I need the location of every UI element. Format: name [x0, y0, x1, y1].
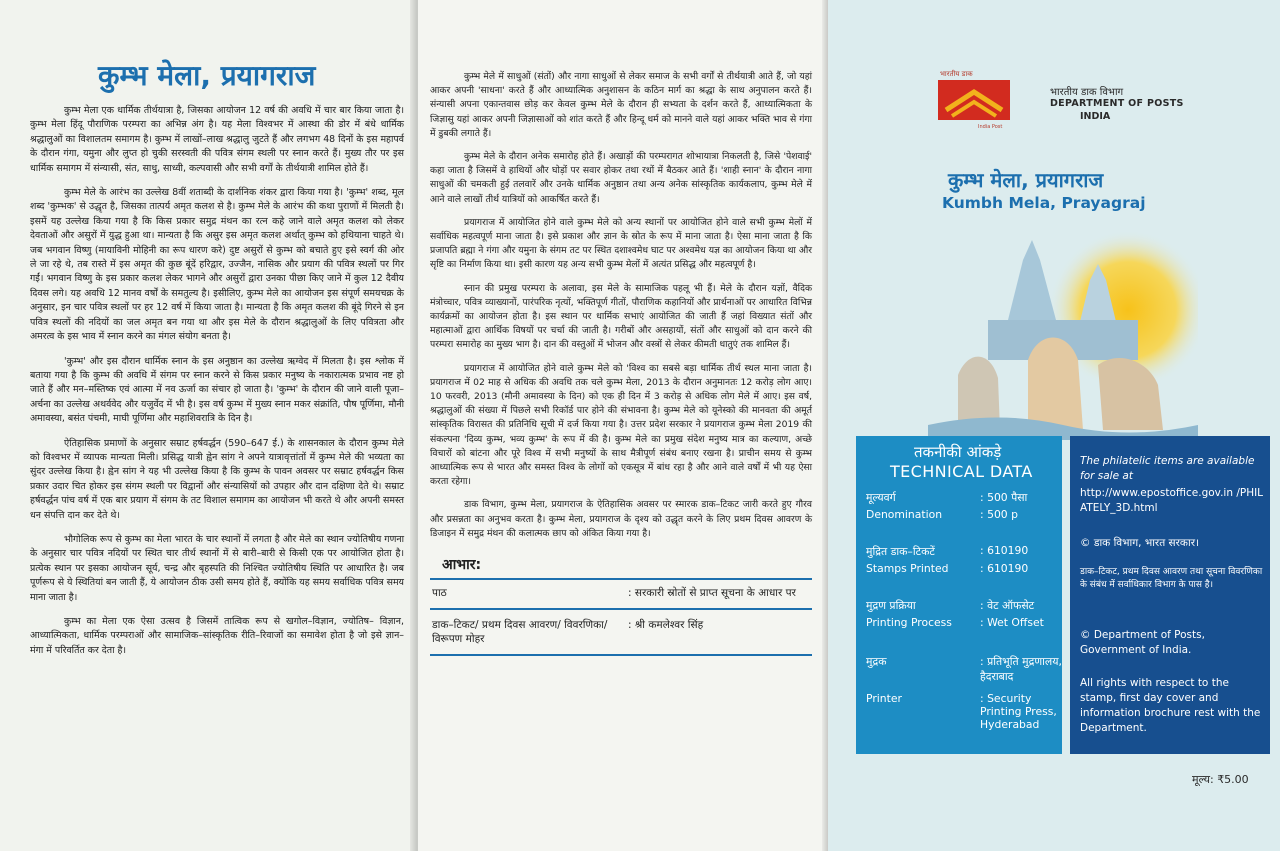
logo-caption: भारतीय डाक — [940, 70, 973, 78]
rights-english: All rights with respect to the stamp, first day cover and information brochure rest with the Department. — [1080, 677, 1261, 734]
tech-label: Denomination — [866, 508, 943, 521]
department-english: DEPARTMENT OF POSTS — [1050, 98, 1184, 109]
ack-value: : श्री कमलेश्वर सिंह — [628, 619, 704, 632]
middle-paragraph-4: स्नान की प्रमुख परम्परा के अलावा, इस मेले के सामाजिक पहलू भी हैं। मेले के दौरान यज्ञों, वैदिक मंत्रोच्चार, पवित्र व्याख्यानों, पारंपरिक नृत्यों, भक्तिपूर्ण गीतों, पौराणिक कहानियों और प्रार्थनाओं पर आधारित विभिन्न कार्यक्रमों का आयोजन होता है। इस स्थान पर धार्मिक सभाएं आयोजित की जाती हैं जहां विख्यात संतों और महात्माओं द्वारा आर्थिक विषयों पर चर्चा की जाती है। गरीबों और असहायों, संतों और साधुओं को दान करने की परम्परा समारोह का मुख्य भाग है। दान की वस्तुओं में भोजन और वस्त्रों से लेकर कीमती धातुएं तक शामिल हैं। — [430, 282, 812, 351]
technical-data-box — [856, 436, 1062, 754]
acknowledgement-row — [430, 618, 812, 646]
rights-hindi: डाक–टिकट, प्रथम दिवस आवरण तथा सूचना विवरणिका के संबंध में सर्वाधिकार विभाग के पास है। — [1080, 567, 1263, 590]
tech-label: Printer — [866, 692, 902, 705]
ack-label: डाक–टिकट/ प्रथम दिवस आवरण/ विवरणिका/ विरूपण मोहर — [432, 619, 608, 646]
divider — [430, 578, 812, 580]
acknowledgement-heading: आभार: — [442, 557, 482, 574]
department-country: INDIA — [1080, 111, 1111, 122]
left-paragraph-2: कुम्भ मेले के आरंभ का उल्लेख 8वीं शताब्दी के दार्शनिक शंकर द्वारा किया गया है। 'कुम्भ' शब्द, मूल शब्द 'कुम्भक' से उद्धृत है, जिसका तात्पर्य अमृत कलश से है। कुम्भ मेले के आरंभ की कथा पुराणों में मिलती है। इसमें यह उल्लेख किया गया है कि किस प्रकार समुद्र मंथन का रत्न कहे जाने वाले अमृत कलश को लेकर देवताओं और असुरों में युद्ध हुआ था। मान्यता है कि असुर इस अमृत कलश अर्थात् कुम्भ को हथियाना चाहते थे। जब भगवान विष्णु (मायाविनी मोहिनी का रूप धारण करे) दुष्ट असुरों से कुम्भ को बचाते हुए इसे स्वर्ग की ओर ले जा रहे थे, तब रास्ते में इस अमृत की कुछ बूंदें हरिद्वार, उज्जैन, नासिक और प्रयाग की पवित्र स्थलों पर गिर गईं। भगवान विष्णु के इस प्रकार कलश लेकर भागने और असुरों द्वारा उनका पीछा किए जाने में कुल 12 दैवीय दिवस लगे। यह अवधि 12 मानव वर्षों के समतुल्य है। इसीलिए, कुम्भ मेले का आयोजन इस संपूर्ण समयचक्र के अनुसार, इन चार पवित्र स्थलों पर हर 12 वर्ष में किया जाता है। मान्यता है कि अमृत कलश की बूंदे गिरने से इन पवित्र स्थलों की नदियों का जल अमृत बन गया था और इस मेले के दौरान श्रद्धालुओं के लिए पवित्रता और अमरत्व के इस भाव में स्नान करने का मंगल संयोग बनता है। — [30, 187, 404, 343]
price-label: मूल्य: ₹5.00 — [1192, 773, 1249, 786]
ack-label: पाठ — [432, 587, 447, 600]
philatelic-sale-box — [1070, 436, 1270, 754]
copyright-hindi: © डाक विभाग, भारत सरकार। — [1080, 537, 1199, 549]
copyright-english: © Department of Posts, Government of India. — [1080, 629, 1205, 656]
tech-value: : 610190 — [980, 544, 1029, 557]
tech-value: : Security Printing Press, Hyderabad — [980, 692, 1057, 731]
left-page — [0, 0, 418, 851]
middle-paragraph-2: कुम्भ मेले के दौरान अनेक समारोह होते हैं। अखाड़ों की परम्परागत शोभायात्रा निकलती है, जिसे 'पेशवाई' कहा जाता है जिसमें वे हाथियों और घोड़ों पर सवार होकर तथा रथों में बैठकर आते हैं। 'शाही स्नान' के दौरान नागा साधुओं की चमकती हुई तलवारें और उनके धार्मिक अनुष्ठान तथा अन्य अनेक सांस्कृतिक कार्यकलाप, कुम्भ मेले में आने वाले लाखों तीर्थ यात्रियों को आकर्षित करते हैं। — [430, 151, 812, 205]
divider — [430, 654, 812, 656]
middle-page — [418, 0, 828, 851]
divider — [430, 608, 812, 610]
kumbh-illustration — [928, 200, 1198, 440]
tech-label: Stamps Printed — [866, 562, 949, 575]
left-paragraph-4: ऐतिहासिक प्रमाणों के अनुसार सम्राट हर्षवर्द्धन (590–647 ई.) के शासनकाल के दौरान कुम्भ मेले को विश्वभर में व्यापक मान्यता मिली। प्रसिद्ध यात्री ह्वेन सांग ने अपने यात्रावृत्तांतों में कुम्भ मेले की भव्यता का सुंदर उल्लेख किया है। ह्वेन सांग ने यह भी उल्लेख किया है कि कुम्भ के पावन अवसर पर सम्राट हर्षवर्द्धन किस प्रकार उदार चित होकर इस संगम स्थली पर विद्वानों और संन्यासियों को उपहार और दान दक्षिणा देते थे। सम्राट हर्षवर्द्धन पांच वर्ष में एक बार प्रयाग में संगम के तट विशाल समागम का आयोजन भी करते थे और अपनी समस्त धन संपत्ति दान कर देते थे। — [30, 437, 404, 521]
middle-paragraph-3: प्रयागराज में आयोजित होने वाले कुम्भ मेले को अन्य स्थानों पर आयोजित होने वाले सभी कुम्भ मेलों में सर्वाधिक महत्वपूर्ण माना जाता है। इसे प्रकाश और ज्ञान के स्रोत के रूप में माना जाता है। ऐसा माना जाता है कि प्रजापति ब्रह्मा ने गंगा और यमुना के संगम तट पर स्थित दशाश्वमेध घाट पर अश्वमेध यज्ञ का आयोजन किया था और सृष्टि का निर्माण किया था। इसी कारण यह अन्य सभी कुम्भ मेलों में अत्यंत प्रसिद्ध और महत्वपूर्ण है। — [430, 216, 812, 271]
middle-paragraph-5: प्रयागराज में आयोजित होने वाले कुम्भ मेले को 'विश्व का सबसे बड़ा धार्मिक तीर्थ स्थल माना जाता है। प्रयागराज में 02 माह से अधिक की अवधि तक चले कुम्भ मेला, 2013 के दौरान अनुमानतः 12 करोड़ लोग आए। 10 फरवरी, 2013 (मौनी अमावस्या के दिन) को एक ही दिन में 3 करोड़ से अधिक लोग मेले में आए। इस वर्ष, श्रद्धालुओं की संख्या में पिछले सभी रिकॉर्ड पार होने की संभावना है। कुम्भ मेले को यूनेस्को की मानवता की अमूर्त सांस्कृतिक विरासत की प्रतिनिधि सूची में दर्ज किया गया है। उत्तर प्रदेश सरकार ने प्रयागराज कुम्भ मेला 2019 की संकल्पना 'दिव्य कुम्भ, भव्य कुम्भ' के रूप में की है। कुम्भ मेले का प्रमुख संदेश मनुष्य मात्र का कल्याण, अच्छे विचारों को बांटना और पूरे विश्व में सभी मनुष्यों के साथ मैत्रीपूर्ण संबंध बनाए रखना है। प्राचीन समय से कुम्भ आध्यात्मिक रूप से भारत और समस्त विश्व के लोगों को एकसूत्र में बांध रहा है और आने वाले वर्षों में भी यह ऐसा करता रहेगा। — [430, 362, 812, 488]
left-paragraph-6: कुम्भ का मेला एक ऐसा उत्सव है जिसमें तात्विक रूप से खगोल–विज्ञान, ज्योतिष– विज्ञान, आध्यात्मिकता, धार्मिक परम्पराओं और सामाजिक–सांस्कृतिक रीति–रिवाजों का समावेश होता है जो इसे ज्ञान–मंगा में परिवर्तित कर देता है। — [30, 616, 404, 656]
tech-value: : Wet Offset — [980, 616, 1044, 629]
acknowledgement-row — [430, 586, 812, 600]
ack-value: : सरकारी स्रोतों से प्राप्त सूचना के आधार पर — [628, 587, 796, 600]
sale-url[interactable]: http://www.epostoffice.gov.in /PHILATELY_3D.html — [1080, 487, 1264, 514]
cover-title-english: Kumbh Mela, Prayagraj — [942, 194, 1146, 212]
tech-value: : 610190 — [980, 562, 1029, 575]
tech-label: मुद्रण प्रक्रिया — [866, 599, 916, 612]
technical-heading-english: TECHNICAL DATA — [890, 462, 1033, 481]
tech-value: : प्रतिभूति मुद्रणालय, हैदराबाद — [980, 655, 1062, 683]
technical-heading-hindi: तकनीकी आंकड़े — [914, 443, 1002, 461]
left-paragraph-5: भौगोलिक रूप से कुम्भ का मेला भारत के चार स्थानों में लगता है और मेले का स्थान ज्योतिषीय गणना के अनुसार चार पवित्र नदियों पर स्थित चार तीर्थ स्थानों में से बारी–बारी से किसी एक पर आयोजित होता है। प्रत्येक स्थान पर इसका आयोजन सूर्य, चन्द्र और बृहस्पति की निश्चित ज्योतिषीय स्थिति पर आधारित है। जब पूर्णरूप से ये स्थितियां बन जाती हैं, ये आयोजन ठीक उसी समय होते हैं, क्योंकि यह समय सर्वाधिक पवित्र समय माना जाता है। — [30, 533, 404, 603]
acknowledgement — [430, 555, 812, 656]
sale-text: The philatelic items are available for sale at — [1080, 455, 1255, 482]
tech-label: मुद्रित डाक–टिकटें — [866, 545, 935, 558]
tech-value: : 500 p — [980, 508, 1018, 521]
department-hindi: भारतीय डाक विभाग — [1050, 87, 1124, 98]
middle-paragraph-1: कुम्भ मेले में साधुओं (संतों) और नागा साधुओं से लेकर समाज के सभी वर्गों से तीर्थयात्री आते हैं, जो यहां आकर अपनी 'साधना' करते हैं और आध्यात्मिक अनुशासन के कठिन मार्ग का श्रद्धा के साथ अनुपालन करते हैं। संन्यासी अपना एकान्तवास छोड़ कर केवल कुम्भ मेले के दौरान ही सभ्यता के दर्शन करते हैं, आध्यात्मिकता के जिज्ञासु यहां आकर अपनी जिज्ञासाओं को शांत करते हैं और हिन्दू धर्म को मानने वाले यहां आकर भक्ति भाव से गंगा में डुबकी लगाते हैं। — [430, 71, 812, 139]
left-paragraph-3: 'कुम्भ' और इस दौरान धार्मिक स्नान के इस अनुष्ठान का उल्लेख ऋग्वेद में मिलता है। इस श्लोक में बताया गया है कि कुम्भ की अवधि में संगम पर स्नान करने से किस प्रकार मनुष्य के नकारात्मक प्रभाव नष्ट हो जाते हैं और मन–मस्तिष्क एवं आत्मा में नव ऊर्जा का संचार हो जाता है। 'कुम्भ' के दौरान की जाने वाली पूजा–अर्चना का उल्लेख अथर्ववेद और यजुर्वेद में भी है। इस वर्ष कुम्भ में मुख्य स्नान मकर संक्रांति, पौष पूर्णिमा, मौनी अमावस्या, बसंत पंचमी, माघी पूर्णिमा और महाशिवरात्रि के दिन है। — [30, 355, 404, 425]
cover-page — [828, 0, 1280, 851]
middle-paragraph-6: डाक विभाग, कुम्भ मेला, प्रयागराज के ऐतिहासिक अवसर पर स्मारक डाक–टिकट जारी करते हुए गौरव और प्रसन्नता का अनुभव करता है। कुम्भ मेला, प्रयागराज के दृश्य को उद्धृत करने के लिए प्रथम दिवस आवरण के डिजाइन में समुद्र मंथन की कलात्मक छाप को अंकित किया गया है। — [430, 499, 812, 539]
tech-label: मुद्रक — [866, 655, 887, 668]
tech-value: : वेट ऑफसेट — [980, 599, 1035, 612]
cover-title-hindi: कुम्भ मेला, प्रयागराज — [948, 168, 1104, 192]
temple-spire — [1008, 240, 1056, 320]
logo-subcaption: India Post — [978, 124, 1003, 130]
page-title: कुम्भ मेला, प्रयागराज — [98, 59, 316, 92]
tech-label: मूल्यवर्ग — [866, 491, 896, 504]
tech-label: Printing Process — [866, 616, 952, 629]
tech-value: : 500 पैसा — [980, 491, 1028, 504]
left-paragraph-1: कुम्भ मेला एक धार्मिक तीर्थयात्रा है, जिसका आयोजन 12 वर्ष की अवधि में चार बार किया जाता है। कुम्भ मेला हिंदू पौराणिक परम्परा का अभिन्न अंग है। यह मेला विश्वभर में आस्था की डोर में बंधे धार्मिक श्रद्धालुओं का विशालतम समागम है। कुम्भ में लाखों–लाख श्रद्धालु जुटते हैं और लगभग 48 दिनों के इस महापर्व के दौरान गंगा, यमुना और लुप्त हो चुकी सरस्वती की पवित्र संगम स्थली पर स्नान करते हैं। मुख्य तौर पर इस धार्मिक समागम में संन्यासी, संत, साधु, साध्वी, कल्पवासी और सभी वर्गों के तीर्थयात्री शामिल होते हैं। — [30, 105, 404, 174]
